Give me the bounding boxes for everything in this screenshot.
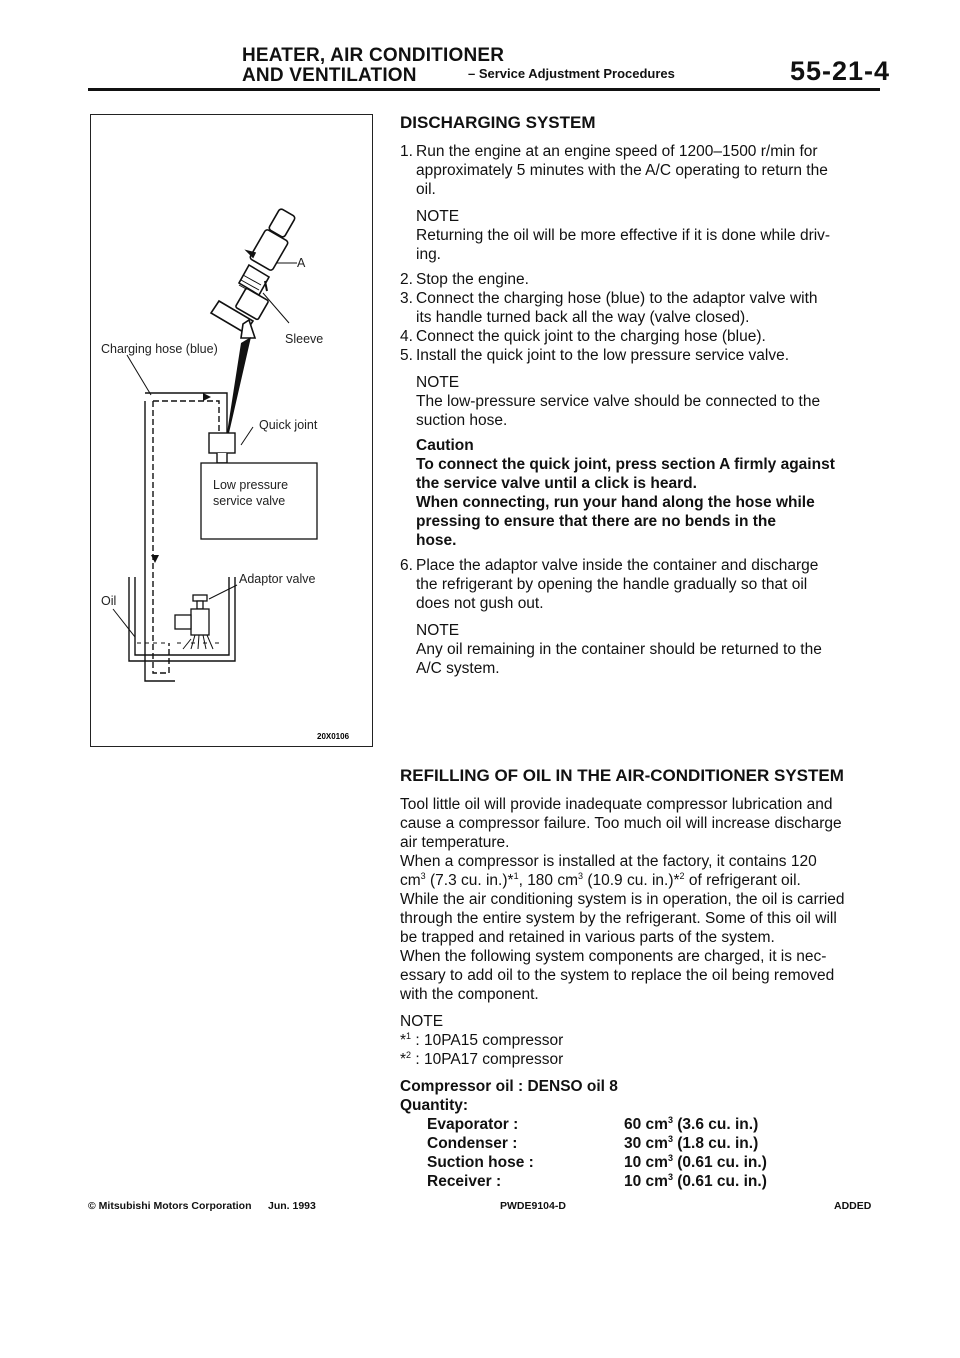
spec-value	[624, 1153, 767, 1172]
refill-paragraph-2	[400, 852, 880, 947]
header-title-line1: HEATER, AIR CONDITIONER	[242, 45, 505, 66]
footer-date: Jun. 1993	[268, 1200, 316, 1212]
header-title-line2: AND VENTILATION	[242, 65, 417, 86]
p2-b5: , 180 cm	[518, 872, 579, 889]
label-quick-joint: Quick joint	[259, 418, 318, 432]
spec-label: Suction hose :	[427, 1154, 534, 1171]
header-subtitle: – Service Adjustment Procedures	[468, 66, 675, 81]
discharging-heading: DISCHARGING SYSTEM	[400, 113, 596, 132]
spec-sup: 3	[667, 1152, 673, 1163]
spec-row	[427, 1115, 880, 1134]
discharging-section	[400, 113, 880, 684]
step-6	[400, 556, 880, 613]
caution-line-b: the service valve until a click is heard.	[416, 475, 697, 492]
p1-line-b: cause a compressor failure. Too much oil will increase discharge	[400, 815, 842, 832]
note-3	[416, 621, 880, 678]
leader-sleeve	[263, 293, 289, 323]
quick-joint-fitting	[209, 427, 253, 463]
p2-b1: cm	[400, 872, 421, 889]
step-2	[400, 270, 880, 289]
spec-value	[624, 1115, 758, 1134]
page-number: 55-21-4	[790, 56, 891, 86]
footer-status: ADDED	[834, 1200, 872, 1212]
p2-line-a: When a compressor is installed at the factory, it contains 120	[400, 853, 817, 870]
step-3-line-a: Connect the charging hose (blue) to the adaptor valve with	[416, 290, 818, 307]
p2-line-c: While the air conditioning system is in operation, the oil is carried	[400, 891, 845, 908]
step-1-line-c: oil.	[416, 181, 436, 198]
quantity-label: Quantity:	[400, 1097, 469, 1114]
note-2-line-b: suction hose.	[416, 412, 508, 429]
p1-line-a: Tool little oil will provide inadequate compressor lubrication and	[400, 796, 833, 813]
caution-line-e: hose.	[416, 532, 457, 549]
spec-sup: 3	[667, 1114, 673, 1125]
p2-b3: (7.3 cu. in.)*	[425, 872, 514, 889]
step-4-number: 4.	[400, 328, 413, 345]
p3-line-a: When the following system components are charged, it is nec-	[400, 948, 827, 965]
step-1-number: 1.	[400, 143, 413, 160]
spec-label: Receiver :	[427, 1173, 502, 1190]
note-2-line-a: The low-pressure service valve should be connected to the	[416, 393, 821, 410]
fn2-mark: *	[400, 1051, 407, 1068]
adaptor-valve-illustration	[175, 585, 237, 649]
fn2-sup: 2	[406, 1049, 412, 1060]
discharge-diagram	[90, 114, 373, 747]
p3-line-b: essary to add oil to the system to replace the oil being removed	[400, 967, 835, 984]
spec-value-a: 10 cm	[624, 1154, 668, 1171]
step-3-text	[416, 289, 880, 327]
spec-value-a: 10 cm	[624, 1173, 668, 1190]
p3-line-c: with the component.	[400, 986, 539, 1003]
step-3	[400, 289, 880, 327]
spec-value	[624, 1134, 758, 1153]
label-charging-hose: Charging hose (blue)	[101, 342, 218, 356]
refilling-section	[400, 766, 880, 1191]
step-4-text: Connect the quick joint to the charging hose (blue).	[416, 328, 766, 345]
p1-line-c: air temperature.	[400, 834, 510, 851]
note-2-heading: NOTE	[416, 374, 460, 391]
header-title	[242, 46, 504, 86]
p2-line-d: through the entire system by the refrigerant. Some of this oil will	[400, 910, 837, 927]
compressor-oil-line: Compressor oil : DENSO oil 8	[400, 1078, 618, 1095]
note-3-heading: NOTE	[416, 622, 460, 639]
caution-line-c: When connecting, run your hand along the hose while	[416, 494, 815, 511]
footer-code: PWDE9104-D	[500, 1200, 566, 1212]
note-1-line-a: Returning the oil will be more effective if it is done while driv-	[416, 227, 831, 244]
spec-value-b: (1.8 cu. in.)	[672, 1135, 759, 1152]
spec-value-b: (0.61 cu. in.)	[672, 1173, 767, 1190]
step-5-number: 5.	[400, 347, 413, 364]
step-6-line-b: the refrigerant by opening the handle gradually so that oil	[416, 576, 808, 593]
leader-oil	[113, 609, 135, 637]
spec-value-b: (0.61 cu. in.)	[672, 1154, 767, 1171]
diagram-svg	[91, 115, 372, 746]
step-6-text	[416, 556, 880, 613]
step-2-text: Stop the engine.	[416, 271, 529, 288]
note-1-heading: NOTE	[416, 208, 460, 225]
spec-sup: 3	[667, 1133, 673, 1144]
spec-sup: 3	[667, 1171, 673, 1182]
spec-value	[624, 1172, 767, 1191]
fn2-text: : 10PA17 compressor	[411, 1051, 564, 1068]
leader-hose	[127, 355, 151, 395]
step-1-text	[416, 142, 880, 199]
step-1	[400, 142, 880, 199]
spec-value-a: 60 cm	[624, 1116, 668, 1133]
step-1-line-a: Run the engine at an engine speed of 1200–1500 r/min for	[416, 143, 818, 160]
step-1-line-b: approximately 5 minutes with the A/C operating to return the	[416, 162, 828, 179]
spec-row	[427, 1172, 880, 1191]
spec-label: Condenser :	[427, 1135, 518, 1152]
label-adaptor-valve: Adaptor valve	[239, 572, 316, 586]
refill-paragraph-3	[400, 947, 880, 1004]
figure-code: 20X0106	[317, 732, 350, 741]
label-low-pressure-1: Low pressure	[213, 478, 289, 492]
p2-line-b	[400, 872, 801, 889]
note-3-line-a: Any oil remaining in the container should be returned to the	[416, 641, 822, 658]
label-low-pressure-2: service valve	[213, 494, 286, 508]
step-2-number: 2.	[400, 271, 413, 288]
spec-row	[427, 1134, 880, 1153]
caution-block	[416, 436, 880, 550]
step-6-line-a: Place the adaptor valve inside the container and discharge	[416, 557, 819, 574]
step-5-text: Install the quick joint to the low pressure service valve.	[416, 347, 790, 364]
caution-line-d: pressing to ensure that there are no bends in the	[416, 513, 777, 530]
quick-joint-illustration	[211, 208, 296, 338]
sleeve-marker	[227, 337, 251, 433]
p2-b6: 3	[578, 870, 584, 881]
step-5	[400, 346, 880, 365]
step-3-line-b: its handle turned back all the way (valve closed).	[416, 309, 750, 326]
fn1-text: : 10PA15 compressor	[411, 1032, 564, 1049]
step-4	[400, 327, 880, 346]
p2-b8: 2	[679, 870, 685, 881]
footnote-2	[400, 1051, 563, 1068]
caution-line-a: To connect the quick joint, press section A firmly against	[416, 456, 835, 473]
header-rule	[88, 88, 880, 91]
note-2	[416, 373, 880, 430]
step-6-number: 6.	[400, 557, 413, 574]
footer-copyright: © Mitsubishi Motors Corporation	[88, 1200, 252, 1212]
label-a: A	[297, 256, 306, 270]
footnote-1	[400, 1032, 563, 1049]
note-1-line-b: ing.	[416, 246, 441, 263]
label-oil: Oil	[101, 594, 117, 608]
refill-note-heading: NOTE	[400, 1013, 444, 1030]
p2-b4: 1	[513, 870, 519, 881]
note-3-line-b: A/C system.	[416, 660, 500, 677]
refill-note	[400, 1012, 880, 1069]
label-sleeve: Sleeve	[285, 332, 324, 346]
p2-line-e: be trapped and retained in various parts of the system.	[400, 929, 775, 946]
spec-value-a: 30 cm	[624, 1135, 668, 1152]
refill-paragraph-1	[400, 795, 880, 852]
fn1-mark: *	[400, 1032, 407, 1049]
p2-b7: (10.9 cu. in.)*	[583, 872, 680, 889]
step-3-number: 3.	[400, 290, 413, 307]
spec-label: Evaporator :	[427, 1116, 519, 1133]
refilling-heading: REFILLING OF OIL IN THE AIR-CONDITIONER SYSTEM	[400, 766, 844, 785]
p2-b2: 3	[420, 870, 426, 881]
spec-row	[427, 1153, 880, 1172]
caution-heading: Caution	[416, 437, 474, 454]
step-6-line-c: does not gush out.	[416, 595, 544, 612]
spec-value-b: (3.6 cu. in.)	[672, 1116, 759, 1133]
fn1-sup: 1	[406, 1030, 412, 1041]
note-1	[416, 207, 880, 264]
p2-b9: of refrigerant oil.	[684, 872, 801, 889]
